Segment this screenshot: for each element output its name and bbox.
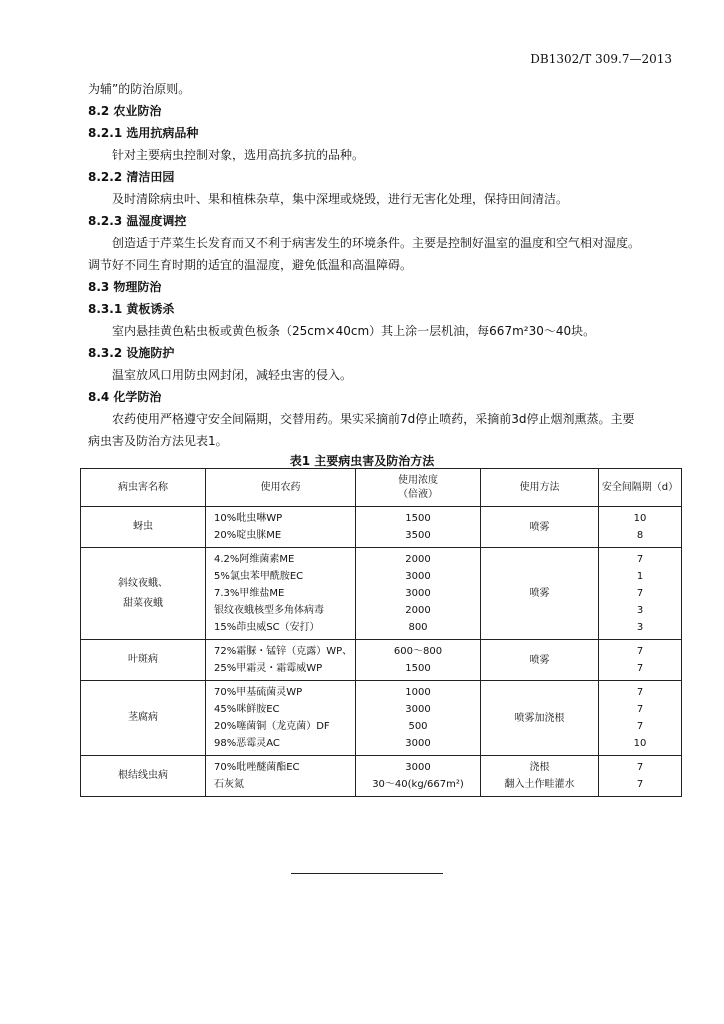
conc-value: 3000 [405,704,431,715]
paragraph-line: 病虫害及防治方法见表1。 [88,434,228,448]
method-value: 翻入土作畦灌水 [504,779,575,790]
conc-value: 2000 [405,605,431,616]
interval-value: 7 [636,687,644,698]
method-value: 喷雾 [529,654,550,666]
agents-value: 20%啶虫脒ME [214,530,282,541]
interval-value: 7 [636,762,644,773]
agents-value: 98%恶霉灵AC [214,738,280,749]
interval-value: 7 [636,704,644,715]
table-row [81,548,682,640]
conc-value: 600～800 [393,646,443,657]
interval-value: 3 [636,622,644,633]
table-row [81,756,682,797]
section-heading: 8.3.2 设施防护 [88,346,175,360]
table-header-cell: 使用方法 [481,469,599,507]
agents-value: 25%甲霜灵・霜霉威WP [214,663,323,674]
agents-value: 4.2%阿维菌素ME [214,554,295,565]
pest-name: 茎腐病 [81,681,206,756]
conc-value: 3500 [405,530,431,541]
agents-value: 银纹夜蛾核型多角体病毒 [214,605,324,616]
section-heading: 8.3 物理防治 [88,280,162,294]
method-value: 喷雾 [529,588,550,599]
conc-value: 1500 [405,663,431,674]
agents-value: 20%噻菌铜（龙克菌）DF [214,721,330,732]
document-code: DB1302/T 309.7—2013 [530,52,672,66]
agents-value: 45%咪鲜胺EC [214,704,280,715]
conc-value: 3000 [405,571,431,582]
section-heading: 8.3.1 黄板诱杀 [88,302,175,316]
section-heading: 8.2.1 选用抗病品种 [88,126,199,140]
interval-value: 7 [636,779,644,790]
table-header-cell: 使用浓度 （倍液） [356,469,481,507]
paragraph-line: 创造适于芹菜生长发育而又不利于病害发生的环境条件。主要是控制好温室的温度和空气相对湿度。 [112,236,641,250]
pest-name: 蚜虫 [81,507,206,548]
conc-value: 800 [408,622,428,633]
agents-value: 70%吡唑醚菌酯EC [214,762,300,773]
paragraph-line: 室内悬挂黄色粘虫板或黄色板条（25cm×40cm）其上涂一层机油，每667m²30～40块。 [112,324,596,338]
table-header-cell: 使用农药 [206,469,356,507]
pest-name: 根结线虫病 [81,756,206,797]
agents-value: 10%吡虫啉WP [214,513,283,524]
conc-value: 3000 [405,738,431,749]
interval-value: 10 [633,738,647,749]
section-heading: 8.4 化学防治 [88,390,162,404]
section-heading: 8.2.2 清洁田园 [88,170,175,184]
end-rule [291,873,443,874]
method-value: 浇根 [529,762,550,773]
interval-value: 7 [636,663,644,674]
interval-value: 8 [636,530,644,541]
table-caption: 表1 主要病虫害及防治方法 [289,454,435,468]
method-value: 喷雾加浇根 [514,712,565,724]
section-heading: 8.2 农业防治 [88,104,162,118]
paragraph-line: 农药使用严格遵守安全间隔期，交替用药。果实采摘前7d停止喷药，采摘前3d停止烟剂熏蒸。主要 [112,412,635,426]
conc-value: 30～40(kg/667m²) [372,779,464,790]
agents-value: 70%甲基硫菌灵WP [214,687,303,698]
agents-value: 5%氯虫苯甲酰胺EC [214,571,304,582]
method-value: 喷雾 [529,521,550,533]
conc-value: 1500 [405,513,431,524]
pest-control-table [80,468,682,797]
paragraph-line: 为辅”的防治原则。 [88,82,191,96]
conc-value: 3000 [405,588,431,599]
interval-value: 7 [636,554,644,565]
table-row [81,681,682,756]
conc-value: 2000 [405,554,431,565]
paragraph-line: 温室放风口用防虫网封闭，减轻虫害的侵入。 [112,368,353,382]
paragraph-line: 调节好不同生育时期的适宜的温湿度，避免低温和高温障碍。 [88,258,413,272]
conc-value: 500 [408,721,428,732]
table-header-cell: 病虫害名称 [81,469,206,507]
agents-value: 72%霜脲・锰锌（克露）WP、 [214,646,353,657]
conc-value: 3000 [405,762,431,773]
paragraph-line: 及时清除病虫叶、果和植株杂草，集中深埋或烧毁，进行无害化处理，保持田间清洁。 [112,192,569,206]
pest-name: 叶斑病 [81,640,206,681]
interval-value: 7 [636,721,644,732]
interval-value: 1 [636,571,644,582]
conc-value: 1000 [405,687,431,698]
interval-value: 3 [636,605,644,616]
agents-value: 石灰氮 [214,779,244,790]
section-heading: 8.2.3 温湿度调控 [88,214,187,228]
table-row [81,640,682,681]
paragraph-line: 针对主要病虫控制对象，选用高抗多抗的品种。 [112,148,365,162]
agents-value: 15%茚虫威SC（安打） [214,622,320,633]
interval-value: 7 [636,646,644,657]
agents-value: 7.3%甲维盐ME [214,588,285,599]
interval-value: 7 [636,588,644,599]
interval-value: 10 [633,513,647,524]
table-row [81,507,682,548]
table-header-cell: 安全间隔期（d） [599,469,682,507]
pest-name: 斜纹夜蛾、 甜菜夜蛾 [81,548,206,640]
